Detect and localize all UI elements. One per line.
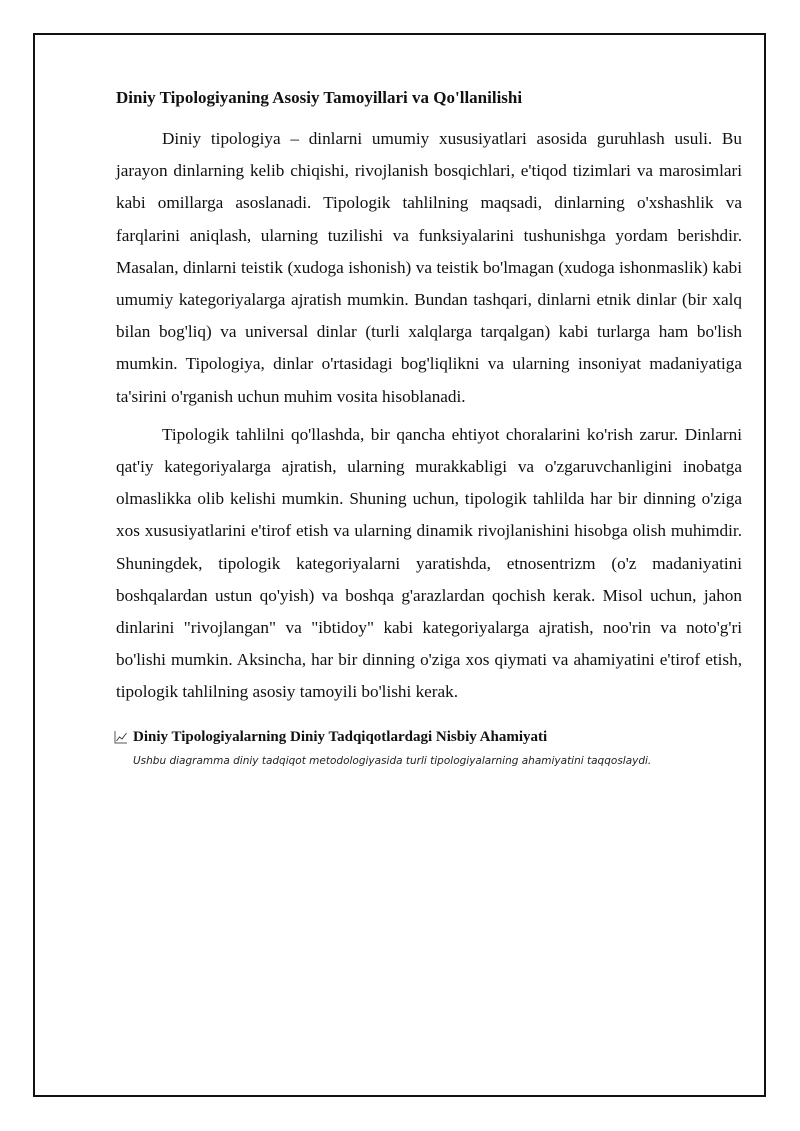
chart-section-heading [114,727,742,747]
paragraph-1: Diniy tipologiya – dinlarni umumiy xususiyatlari asosida guruhlash usuli. Bu jarayon dinlarning kelib chiqishi, rivojlanish bosqichlari, e'tiqod tizimlari va marosimlari kabi omillarga asoslanadi. Tipologik tahlilning maqsadi, dinlarning o'xshashlik va farqlarini aniqlash, ularning tuzilishi va funksiyalarini tushunishga yordam berishdir. Masalan, dinlarni teistik (xudoga ishonish) va teistik bo'lmagan (xudoga ishonmaslik) kabi umumiy kategoriyalarga ajratish mumkin. Bundan tashqari, dinlarni etnik dinlar (bir xalq bilan bog'liq) va universal dinlar (turli xalqlarga tarqalgan) kabi turlarga ham bo'lish mumkin. Tipologiya, dinlar o'rtasidagi bog'liqlikni va ularning insoniyat madaniyatiga ta'sirini o'rganish uchun muhim vosita hisoblanadi. [116,129,742,406]
document-body [116,86,742,769]
document-title: Diniy Tipologiyaning Asosiy Tamoyillari va Qo'llanilishi [116,88,523,107]
paragraph-2: Tipologik tahlilni qo'llashda, bir qancha ehtiyot choralarini ko'rish zarur. Dinlarni qat'iy kategoriyalarga ajratish, ularning murakkabligi va o'zgaruvchanligini inobatga olmaslikka olib kelishi mumkin. Shuning uchun, tipologik tahlilda har bir dinning o'ziga xos xususiyatlarini e'tirof etish va ularning dinamik rivojlanishini hisobga olish muhimdir. Shuningdek, tipologik kategoriyalarni yaratishda, etnosentrizm (o'z madaniyatini boshqalardan ustun qo'yish) va boshqa g'arazlardan qochish kerak. Misol uchun, jahon dinlarini "rivojlangan" va "ibtidoy" kabi kategoriyalarga ajratish, noo'rin va noto'g'ri bo'lishi mumkin. Aksincha, har bir dinning o'ziga xos qiymati va ahamiyatini e'tirof etish, tipologik tahlilning asosiy tamoyili bo'lishi kerak. [116,424,742,702]
chart-title: Diniy Tipologiyalarning Diniy Tadqiqotlardagi Nisbiy Ahamiyati [133,728,548,745]
line-chart-icon [114,730,128,744]
chart-caption: Ushbu diagramma diniy tadqiqot metodologiyasida turli tipologiyalarning ahamiyatini taqqoslaydi. [133,754,652,767]
